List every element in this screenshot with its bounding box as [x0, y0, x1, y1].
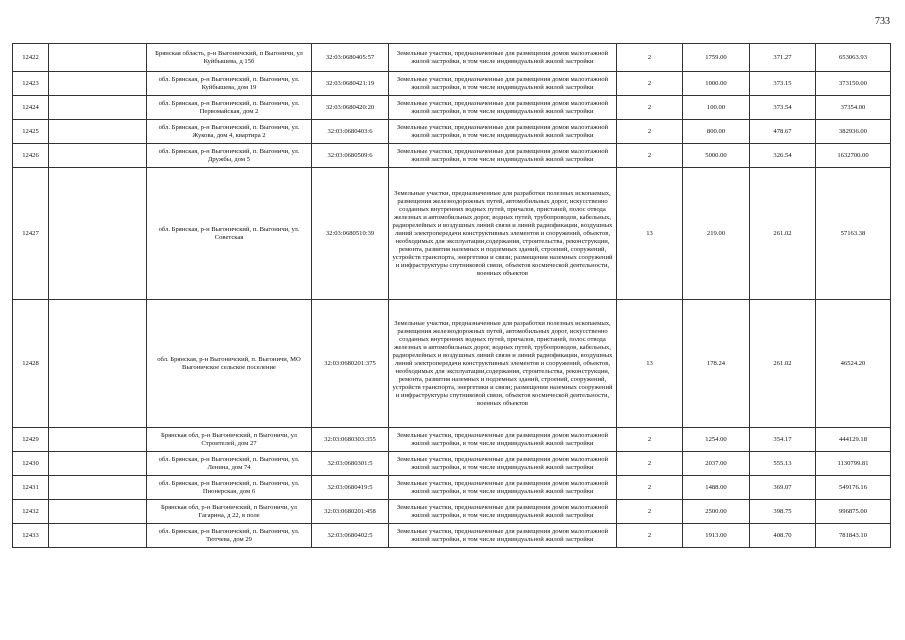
- empty-cell: [49, 524, 147, 548]
- category-cell: 2: [617, 500, 683, 524]
- land-registry-table: [12, 43, 891, 548]
- cadastral-value-cell: 37354.00: [816, 96, 891, 120]
- area-cell: 100.00: [683, 96, 750, 120]
- land-use-cell: Земельные участки, предназначенные для размещения домов малоэтажной жилой застройки, в том числе индивидуальной жилой застройки: [389, 428, 617, 452]
- land-use-cell: Земельные участки, предназначенные для размещения домов малоэтажной жилой застройки, в том числе индивидуальной жилой застройки: [389, 452, 617, 476]
- land-use-cell: Земельные участки, предназначенные для размещения домов малоэтажной жилой застройки, в том числе индивидуальной жилой застройки: [389, 144, 617, 168]
- specific-value-cell: 373.54: [750, 96, 816, 120]
- empty-cell: [49, 144, 147, 168]
- area-cell: 2037.00: [683, 452, 750, 476]
- area-cell: 2500.00: [683, 500, 750, 524]
- category-cell: 2: [617, 524, 683, 548]
- address-cell: обл. Брянская, р-н Выгоничский, п. Выгоничи, МО Выгоничское сельское поселение: [147, 300, 312, 428]
- row-number: 12431: [13, 476, 49, 500]
- row-number: 12424: [13, 96, 49, 120]
- address-cell: обл. Брянская, р-н Выгоничский, п. Выгоничи, ул. Куйбышева, дом 19: [147, 72, 312, 96]
- cadastral-number-cell: 32:03:0680402:5: [312, 524, 389, 548]
- cadastral-number-cell: 32:03:0680419:5: [312, 476, 389, 500]
- address-cell: обл. Брянская, р-н Выгоничский, п. Выгоничи, ул. Ленина, дом 74: [147, 452, 312, 476]
- category-cell: 2: [617, 428, 683, 452]
- address-cell: Брянская область, р-н Выгоничский, п Выгоничи, ул Куйбышева, д 15б: [147, 44, 312, 72]
- table-row: [13, 120, 891, 144]
- cadastral-number-cell: 32:03:0680303:355: [312, 428, 389, 452]
- row-number: 12425: [13, 120, 49, 144]
- cadastral-number-cell: 32:03:0680405:57: [312, 44, 389, 72]
- address-cell: обл. Брянская, р-н Выгоничский, п. Выгоничи, ул. Пионерская, дом 6: [147, 476, 312, 500]
- table-row: [13, 452, 891, 476]
- area-cell: 178.24: [683, 300, 750, 428]
- address-cell: обл. Брянская, р-н Выгоничский, п. Выгоничи, ул. Советская: [147, 168, 312, 300]
- empty-cell: [49, 44, 147, 72]
- page-number: 733: [875, 16, 890, 27]
- specific-value-cell: 555.13: [750, 452, 816, 476]
- land-use-cell: Земельные участки, предназначенные для размещения домов малоэтажной жилой застройки, в том числе индивидуальной жилой застройки: [389, 96, 617, 120]
- table-row: [13, 428, 891, 452]
- specific-value-cell: 373.15: [750, 72, 816, 96]
- cadastral-value-cell: 57163.38: [816, 168, 891, 300]
- area-cell: 219.00: [683, 168, 750, 300]
- empty-cell: [49, 500, 147, 524]
- cadastral-number-cell: 32:03:0680421:19: [312, 72, 389, 96]
- cadastral-number-cell: 32:03:0680301:5: [312, 452, 389, 476]
- specific-value-cell: 371.27: [750, 44, 816, 72]
- cadastral-number-cell: 32:03:0680420:20: [312, 96, 389, 120]
- table-row: [13, 44, 891, 72]
- land-use-cell: Земельные участки, предназначенные для размещения домов малоэтажной жилой застройки, в том числе индивидуальной жилой застройки: [389, 524, 617, 548]
- category-cell: 13: [617, 300, 683, 428]
- address-cell: обл. Брянская, р-н Выгоничский, п. Выгоничи, ул. Тютчева, дом 29: [147, 524, 312, 548]
- cadastral-value-cell: 46524.20: [816, 300, 891, 428]
- table-row: [13, 168, 891, 300]
- cadastral-number-cell: 32:03:0680509:6: [312, 144, 389, 168]
- cadastral-value-cell: 1632700.00: [816, 144, 891, 168]
- address-cell: обл. Брянская, р-н Выгоничский, п. Выгоничи, ул. Дружбы, дом 5: [147, 144, 312, 168]
- row-number: 12433: [13, 524, 49, 548]
- table-body: [13, 44, 891, 548]
- specific-value-cell: 408.70: [750, 524, 816, 548]
- cadastral-value-cell: 373150.00: [816, 72, 891, 96]
- cadastral-number-cell: 32:03:0680510:39: [312, 168, 389, 300]
- area-cell: 1254.00: [683, 428, 750, 452]
- area-cell: 5000.00: [683, 144, 750, 168]
- row-number: 12422: [13, 44, 49, 72]
- specific-value-cell: 478.67: [750, 120, 816, 144]
- specific-value-cell: 326.54: [750, 144, 816, 168]
- land-use-cell: Земельные участки, предназначенные для размещения домов малоэтажной жилой застройки, в том числе индивидуальной жилой застройки: [389, 500, 617, 524]
- empty-cell: [49, 300, 147, 428]
- cadastral-number-cell: 32:03:0680201:375: [312, 300, 389, 428]
- specific-value-cell: 398.75: [750, 500, 816, 524]
- table-row: [13, 524, 891, 548]
- row-number: 12432: [13, 500, 49, 524]
- specific-value-cell: 354.17: [750, 428, 816, 452]
- row-number: 12428: [13, 300, 49, 428]
- land-use-cell: Земельные участки, предназначенные для размещения домов малоэтажной жилой застройки, в том числе индивидуальной жилой застройки: [389, 72, 617, 96]
- row-number: 12429: [13, 428, 49, 452]
- area-cell: 1000.00: [683, 72, 750, 96]
- category-cell: 2: [617, 476, 683, 500]
- area-cell: 800.00: [683, 120, 750, 144]
- address-cell: обл. Брянская, р-н Выгоничский, п. Выгоничи, ул. Первомайская, дом 2: [147, 96, 312, 120]
- land-use-cell: Земельные участки, предназначенные для разработки полезных ископаемых, размещения железнодорожных путей, автомобильных дорог, искусственно созданных внутренних водных путей, причалов, пристаней, полос отвода железных и автомобильных дорог, водных путей, трубопроводов, кабельных, радиорелейных и воздушных линий связи и линий радиофикации, воздушных линий электропередачи конструктивных элементов и сооружений, объектов, необходимых для эксплуатации,содержания, строительства, реконструкции, ремонта, развития наземных и подземных зданий, строений, сооружений, устройств транспорта, энергетики и связи; размещения наземных сооружений и инфраструктуры спутниковой связи, объектов космической деятельности, военных объектов: [389, 168, 617, 300]
- table-row: [13, 96, 891, 120]
- specific-value-cell: 261.02: [750, 300, 816, 428]
- specific-value-cell: 261.02: [750, 168, 816, 300]
- address-cell: Брянская обл, р-н Выгоничский, п Выгоничи, ул Строителей, дом 27: [147, 428, 312, 452]
- cadastral-value-cell: 1130799.81: [816, 452, 891, 476]
- cadastral-value-cell: 549176.16: [816, 476, 891, 500]
- empty-cell: [49, 120, 147, 144]
- empty-cell: [49, 428, 147, 452]
- land-use-cell: Земельные участки, предназначенные для размещения домов малоэтажной жилой застройки, в том числе индивидуальной жилой застройки: [389, 120, 617, 144]
- table-row: [13, 144, 891, 168]
- category-cell: 2: [617, 72, 683, 96]
- cadastral-value-cell: 653063.93: [816, 44, 891, 72]
- cadastral-value-cell: 781843.10: [816, 524, 891, 548]
- empty-cell: [49, 168, 147, 300]
- address-cell: Брянская обл, р-н Выгоничский, п Выгоничи, ул Гагарина, д 22, в поле: [147, 500, 312, 524]
- empty-cell: [49, 476, 147, 500]
- cadastral-number-cell: 32:03:0680403:6: [312, 120, 389, 144]
- area-cell: 1759.00: [683, 44, 750, 72]
- empty-cell: [49, 96, 147, 120]
- table-row: [13, 500, 891, 524]
- row-number: 12423: [13, 72, 49, 96]
- cadastral-value-cell: 996875.00: [816, 500, 891, 524]
- table-row: [13, 72, 891, 96]
- area-cell: 1488.00: [683, 476, 750, 500]
- empty-cell: [49, 72, 147, 96]
- category-cell: 13: [617, 168, 683, 300]
- land-use-cell: Земельные участки, предназначенные для разработки полезных ископаемых, размещения железнодорожных путей, автомобильных дорог, искусственно созданных внутренних водных путей, причалов, пристаней, полос отвода железных и автомобильных дорог, водных путей, трубопроводов, кабельных, радиорелейных и воздушных линий связи и линий радиофикации, воздушных линий электропередачи конструктивных элементов и сооружений, объектов, необходимых для эксплуатации,содержания, строительства, реконструкции, ремонта, развития наземных и подземных зданий, строений, сооружений, устройств транспорта, энергетики и связи; размещения наземных сооружений и инфраструктуры спутниковой связи, объектов космической деятельности, военных объектов: [389, 300, 617, 428]
- category-cell: 2: [617, 44, 683, 72]
- table-row: [13, 300, 891, 428]
- cadastral-value-cell: 382936.00: [816, 120, 891, 144]
- specific-value-cell: 369.07: [750, 476, 816, 500]
- category-cell: 2: [617, 452, 683, 476]
- row-number: 12426: [13, 144, 49, 168]
- table-row: [13, 476, 891, 500]
- cadastral-value-cell: 444129.18: [816, 428, 891, 452]
- land-use-cell: Земельные участки, предназначенные для размещения домов малоэтажной жилой застройки, в том числе индивидуальной жилой застройки: [389, 476, 617, 500]
- area-cell: 1913.00: [683, 524, 750, 548]
- address-cell: обл. Брянская, р-н Выгоничский, п. Выгоничи, ул. Жукова, дом 4, квартира 2: [147, 120, 312, 144]
- row-number: 12427: [13, 168, 49, 300]
- category-cell: 2: [617, 120, 683, 144]
- category-cell: 2: [617, 144, 683, 168]
- empty-cell: [49, 452, 147, 476]
- cadastral-number-cell: 32:03:0680201:458: [312, 500, 389, 524]
- row-number: 12430: [13, 452, 49, 476]
- category-cell: 2: [617, 96, 683, 120]
- land-use-cell: Земельные участки, предназначенные для размещения домов малоэтажной жилой застройки, в том числе индивидуальной жилой застройки: [389, 44, 617, 72]
